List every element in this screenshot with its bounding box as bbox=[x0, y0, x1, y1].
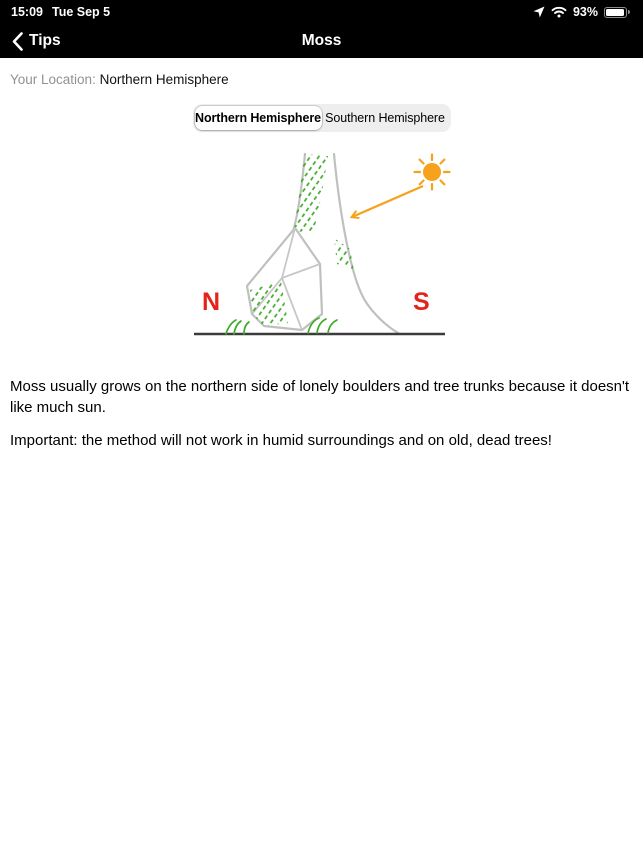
battery-nub bbox=[628, 10, 630, 14]
moss-warning: Important: the method will not work in humid surroundings and on old, dead trees! bbox=[10, 432, 552, 450]
segment-southern-hemisphere[interactable]: Southern Hemisphere bbox=[325, 111, 445, 125]
page-title: Moss bbox=[301, 32, 342, 49]
location-line bbox=[10, 72, 643, 87]
status-bar bbox=[0, 0, 643, 24]
location-arrow-icon bbox=[533, 6, 545, 18]
battery-level bbox=[606, 9, 624, 16]
status-time: 15:09 bbox=[11, 5, 43, 19]
nav-bar bbox=[0, 24, 643, 58]
battery-icon bbox=[604, 7, 630, 18]
header bbox=[0, 0, 643, 58]
segment-northern-hemisphere[interactable]: Northern Hemisphere bbox=[195, 106, 322, 130]
hemisphere-segmented-control bbox=[193, 104, 451, 132]
status-date: Tue Sep 5 bbox=[51, 5, 111, 19]
status-left bbox=[11, 5, 110, 19]
status-right bbox=[533, 5, 630, 19]
location-label: Your Location: bbox=[10, 72, 96, 87]
chevron-left-icon bbox=[12, 32, 23, 51]
moss-description: Moss usually grows on the northern side of lonely boulders and tree trunks because it doesn't like much sun. bbox=[10, 378, 630, 416]
location-value: Northern Hemisphere bbox=[99, 72, 229, 87]
north-label: N bbox=[201, 288, 220, 316]
south-label: S bbox=[412, 288, 430, 316]
back-label: Tips bbox=[29, 32, 61, 49]
wifi-icon bbox=[551, 6, 567, 18]
back-button[interactable] bbox=[8, 24, 65, 58]
sun-icon bbox=[414, 155, 449, 190]
sun-arrow bbox=[352, 186, 423, 217]
battery-percentage: 93% bbox=[572, 5, 598, 19]
moss-illustration bbox=[192, 152, 452, 347]
boulder bbox=[247, 228, 322, 330]
